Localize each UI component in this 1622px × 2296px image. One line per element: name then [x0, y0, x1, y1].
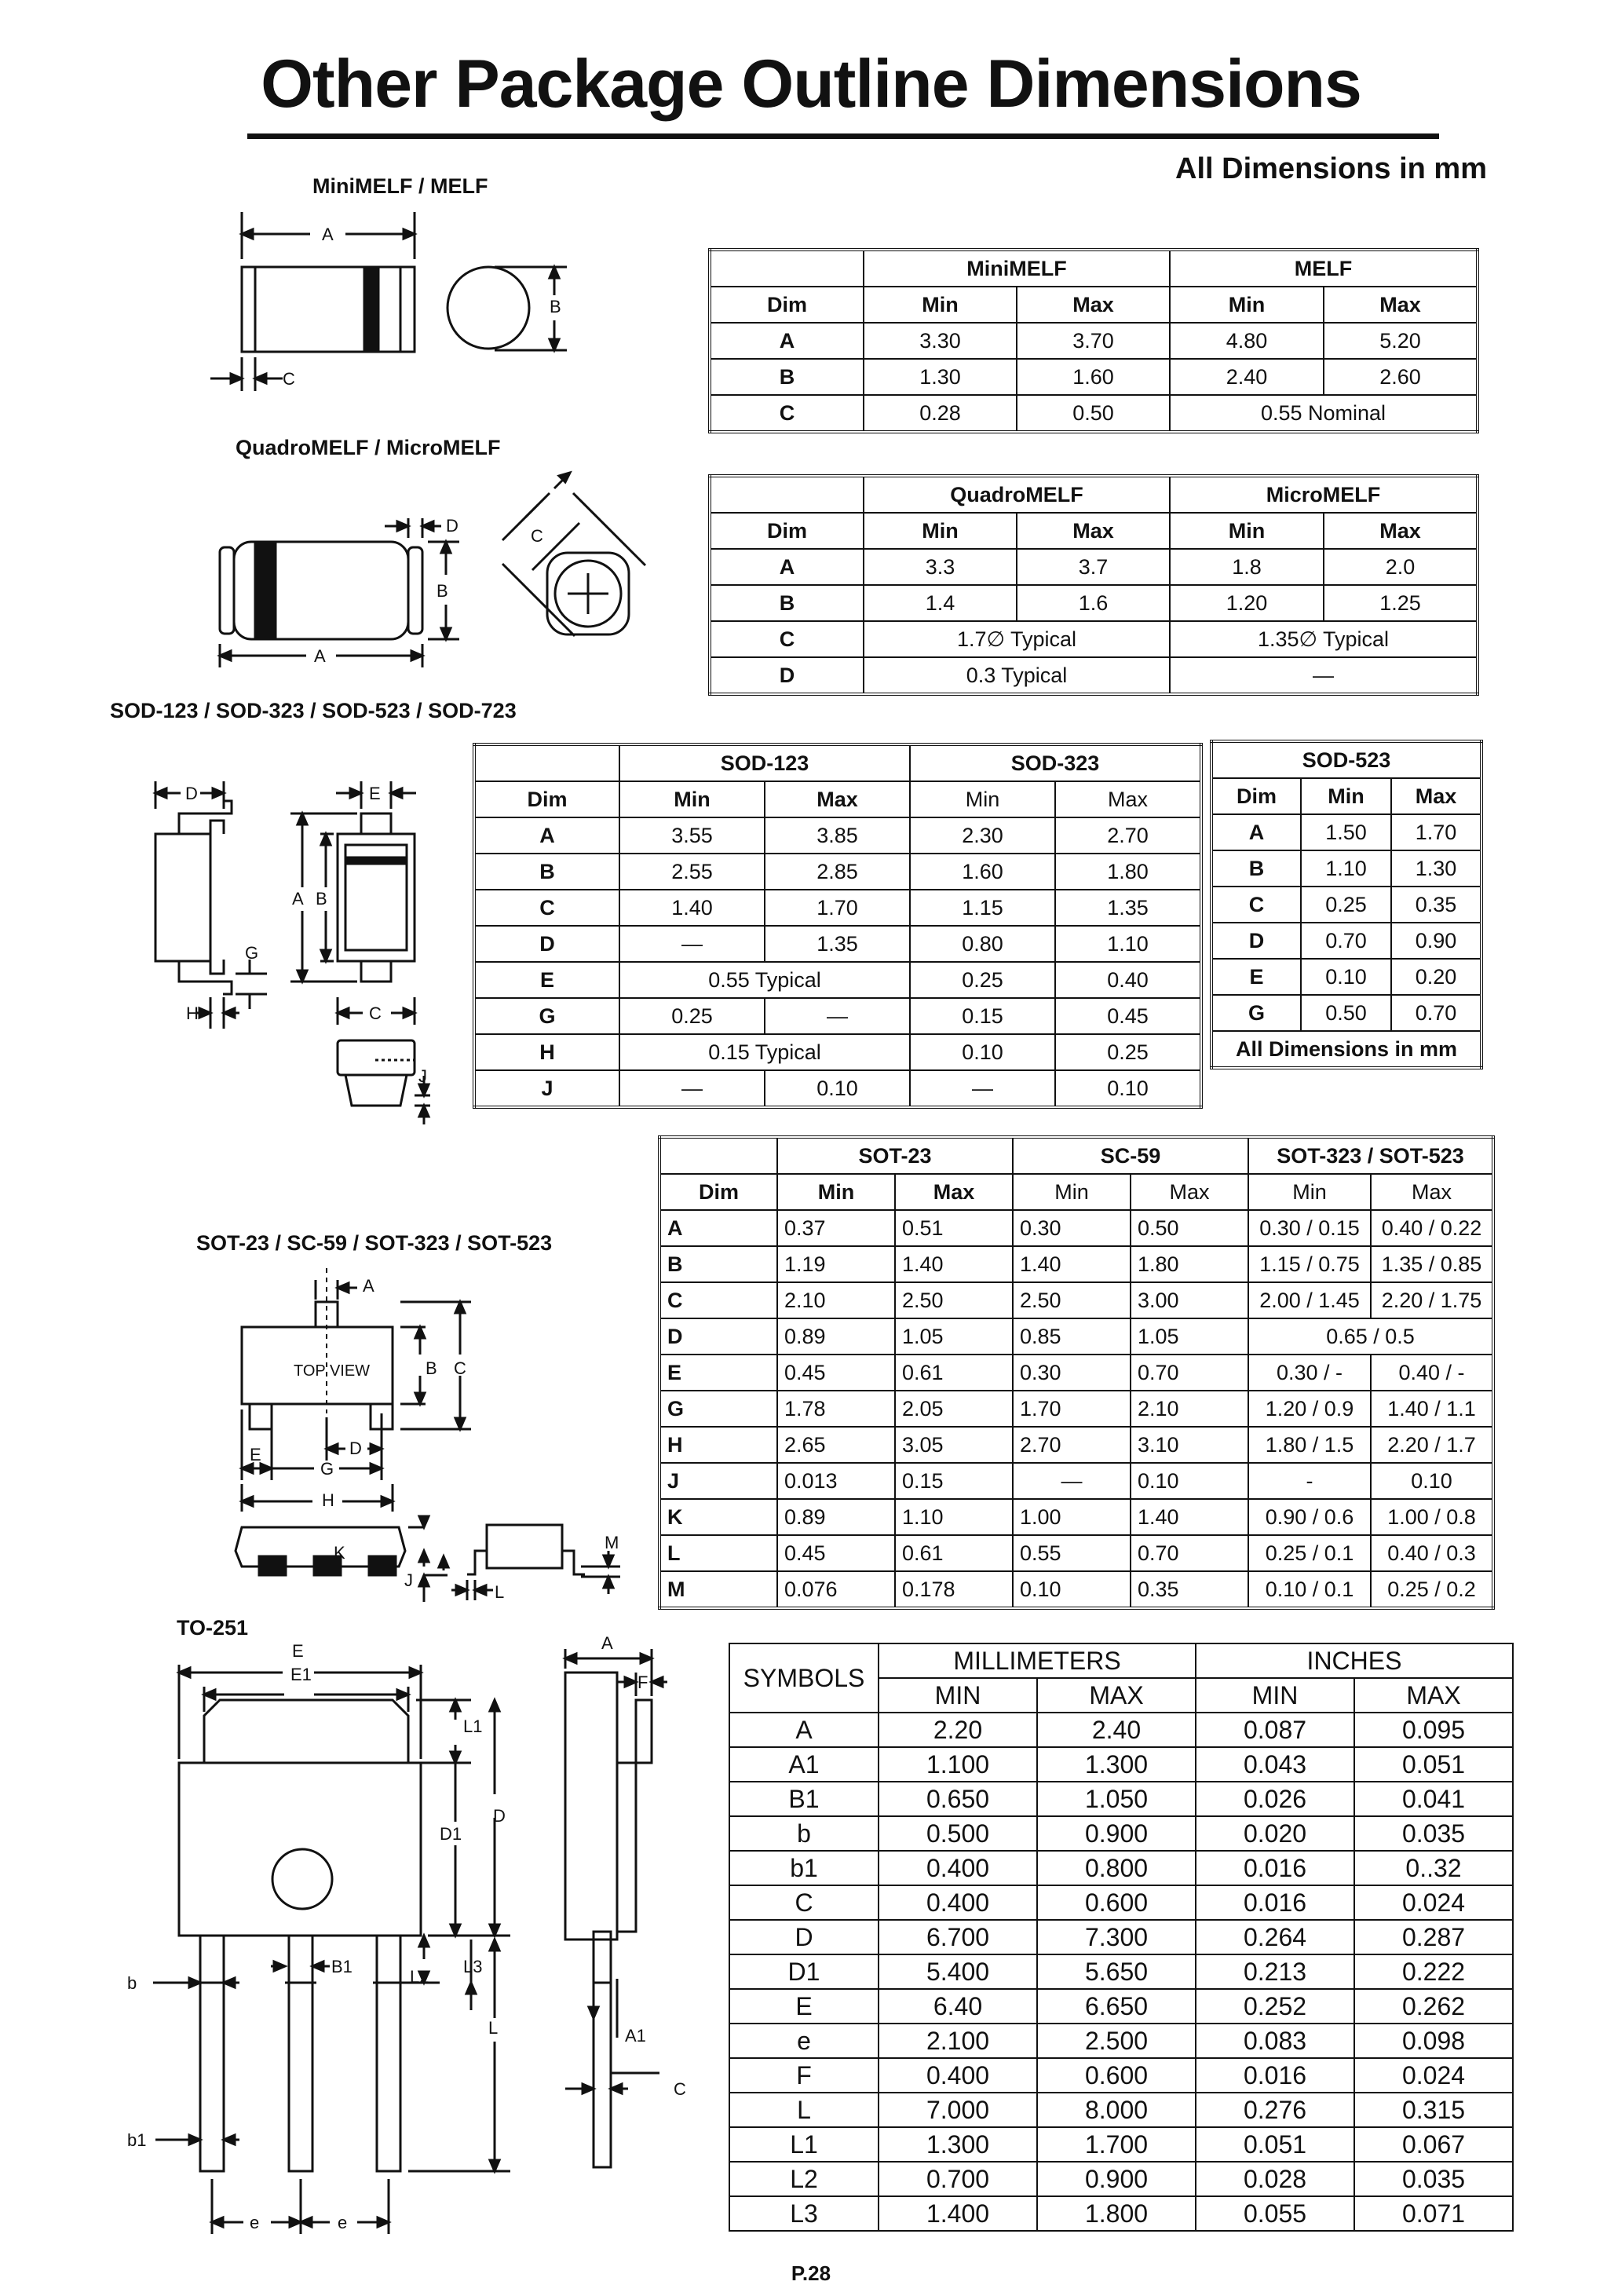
table-row: e 2.100 2.500 0.083 0.098 — [729, 2024, 1513, 2058]
melf-side-drawing — [210, 212, 415, 391]
column-header: MAX — [1354, 1678, 1513, 1713]
quadro-table — [708, 474, 1479, 696]
sod-label-d: D — [185, 784, 198, 803]
sot-label-a: A — [363, 1276, 374, 1296]
to251-label-f: F — [637, 1673, 648, 1692]
table-row: A1 1.100 1.300 0.043 0.051 — [729, 1747, 1513, 1782]
column-header: Dim — [710, 513, 864, 549]
group-header: SOD-123 — [619, 744, 910, 781]
column-header: Max — [895, 1174, 1013, 1210]
melf-label-b: B — [550, 297, 561, 316]
section-label-sod: SOD-123 / SOD-323 / SOD-523 / SOD-723 — [110, 699, 517, 722]
group-header: SOT-23 — [777, 1137, 1013, 1174]
quadro-label-d: D — [446, 516, 458, 536]
table-row: A 0.37 0.51 0.30 0.50 0.30 / 0.15 0.40 / 0.22 — [659, 1210, 1493, 1246]
melf-label-c: C — [283, 369, 295, 389]
table-row: A 3.30 3.70 4.80 5.20 — [710, 323, 1478, 359]
table-row: L2 0.700 0.900 0.028 0.035 — [729, 2162, 1513, 2196]
table-row: C 2.10 2.50 2.50 3.00 2.00 / 1.45 2.20 / 1.75 — [659, 1282, 1493, 1318]
table-row: B 2.55 2.85 1.60 1.80 — [474, 854, 1201, 890]
table-row: C 0.400 0.600 0.016 0.024 — [729, 1885, 1513, 1920]
group-header: MILLIMETERS — [879, 1643, 1196, 1678]
column-header: Min — [864, 513, 1017, 549]
table-row: D 0.89 1.05 0.85 1.05 0.65 / 0.5 — [659, 1318, 1493, 1355]
table-row: G 0.25 — 0.15 0.45 — [474, 998, 1201, 1034]
group-header: SOT-323 / SOT-523 — [1248, 1137, 1493, 1174]
column-header: Min — [1013, 1174, 1131, 1210]
table-row: B 1.10 1.30 — [1211, 850, 1481, 887]
sot-side-drawing — [451, 1525, 620, 1600]
column-header: Min — [1301, 778, 1391, 814]
sot-label-e: E — [250, 1445, 261, 1464]
sod-label-j: J — [418, 1066, 427, 1086]
sot-top-drawing — [242, 1268, 471, 1512]
sot-label-h: H — [322, 1490, 334, 1510]
table-row: K 0.89 1.10 1.00 1.40 0.90 / 0.6 1.00 / 0.8 — [659, 1499, 1493, 1535]
to251-label-e1: E1 — [290, 1665, 312, 1684]
table-row: D 6.700 7.300 0.264 0.287 — [729, 1920, 1513, 1954]
group-header: MELF — [1170, 250, 1478, 287]
table-row: D 0.3 Typical — — [710, 657, 1478, 694]
sot-label-m: M — [605, 1533, 619, 1552]
column-header: Min — [619, 781, 765, 817]
page-number: P.28 — [791, 2261, 831, 2285]
table-row: J — 0.10 — 0.10 — [474, 1070, 1201, 1107]
column-header: Min — [1170, 287, 1324, 323]
table-row: L3 1.400 1.800 0.055 0.071 — [729, 2196, 1513, 2231]
sot-label-b: B — [426, 1358, 437, 1378]
table-row: C 0.28 0.50 0.55 Nominal — [710, 395, 1478, 432]
sod-top-drawing — [290, 781, 416, 1025]
to251-label-e-1: e — [250, 2213, 260, 2232]
table-footer: All Dimensions in mm — [1211, 1031, 1481, 1068]
to251-table — [729, 1643, 1514, 2232]
table-row: L1 1.300 1.700 0.051 0.067 — [729, 2127, 1513, 2162]
to251-label-l1: L1 — [463, 1717, 483, 1736]
group-header: MiniMELF — [864, 250, 1170, 287]
sod-label-e: E — [369, 784, 381, 803]
table-row: E 6.40 6.650 0.252 0.262 — [729, 1989, 1513, 2024]
column-header: Max — [1324, 287, 1478, 323]
column-header: Max — [765, 781, 910, 817]
units-note: All Dimensions in mm — [1175, 152, 1487, 185]
table-row: B 1.30 1.60 2.40 2.60 — [710, 359, 1478, 395]
to251-front-drawing — [153, 1665, 510, 2234]
column-header: Dim — [1211, 778, 1301, 814]
sod-end-drawing — [338, 1040, 430, 1124]
column-header: Min — [1248, 1174, 1371, 1210]
column-header: MAX — [1037, 1678, 1196, 1713]
column-header: Dim — [710, 287, 864, 323]
quadro-side-drawing — [220, 518, 459, 667]
table-row: B1 0.650 1.050 0.026 0.041 — [729, 1782, 1513, 1816]
melf-table — [708, 248, 1479, 433]
table-row: G 1.78 2.05 1.70 2.10 1.20 / 0.9 1.40 / 1.1 — [659, 1391, 1493, 1427]
column-header: Max — [1371, 1174, 1493, 1210]
section-label-quadro: QuadroMELF / MicroMELF — [236, 436, 501, 459]
page-title: Other Package Outline Dimensions — [261, 46, 1361, 122]
column-header: Max — [1324, 513, 1478, 549]
table-row: D — 1.35 0.80 1.10 — [474, 926, 1201, 962]
table-row: b 0.500 0.900 0.020 0.035 — [729, 1816, 1513, 1851]
table-row: C 1.7∅ Typical 1.35∅ Typical — [710, 621, 1478, 657]
to251-side-drawing — [565, 1649, 667, 2167]
table-row: B 1.4 1.6 1.20 1.25 — [710, 585, 1478, 621]
group-header: SC-59 — [1013, 1137, 1248, 1174]
table-row: F 0.400 0.600 0.016 0.024 — [729, 2058, 1513, 2093]
symbols-header: SYMBOLS — [729, 1643, 879, 1713]
group-header: SOD-523 — [1211, 741, 1481, 778]
section-label-to251: TO-251 — [177, 1616, 249, 1640]
to251-label-e: E — [292, 1641, 304, 1661]
to251-label-a: A — [601, 1633, 613, 1653]
to251-label-b1-cap: B1 — [331, 1957, 353, 1976]
table-row: L 0.45 0.61 0.55 0.70 0.25 / 0.1 0.40 / 0.3 — [659, 1535, 1493, 1571]
section-label-sot: SOT-23 / SC-59 / SOT-323 / SOT-523 — [196, 1231, 553, 1255]
sot-label-k: K — [334, 1543, 345, 1563]
column-header: Dim — [659, 1174, 777, 1210]
table-row: D 0.70 0.90 — [1211, 923, 1481, 959]
sot-label-d: D — [349, 1439, 362, 1458]
column-header: Max — [1131, 1174, 1248, 1210]
quadro-label-a: A — [314, 646, 326, 666]
column-header: Max — [1017, 287, 1170, 323]
column-header: Max — [1391, 778, 1481, 814]
column-header: Max — [1055, 781, 1201, 817]
table-row: E 0.10 0.20 — [1211, 959, 1481, 995]
column-header: Min — [777, 1174, 895, 1210]
to251-label-b1: b1 — [127, 2130, 147, 2150]
sod-label-h: H — [186, 1004, 199, 1023]
to251-label-l3: L3 — [463, 1957, 483, 1976]
column-header: Min — [864, 287, 1017, 323]
table-row: A 1.50 1.70 — [1211, 814, 1481, 850]
to251-label-a1: A1 — [625, 2026, 646, 2046]
table-row: E 0.55 Typical 0.25 0.40 — [474, 962, 1201, 998]
to251-label-l: L — [488, 2018, 499, 2038]
group-header: SOD-323 — [910, 744, 1201, 781]
sot-label-c: C — [454, 1358, 466, 1378]
sot-label-l: L — [495, 1582, 505, 1602]
quadro-label-b: B — [437, 581, 448, 601]
table-row: M 0.076 0.178 0.10 0.35 0.10 / 0.1 0.25 / 0.2 — [659, 1571, 1493, 1608]
group-header: INCHES — [1196, 1643, 1513, 1678]
to251-label-c: C — [674, 2079, 686, 2099]
group-header: MicroMELF — [1170, 476, 1478, 513]
sod523-table — [1210, 740, 1483, 1069]
table-row: H 0.15 Typical 0.10 0.25 — [474, 1034, 1201, 1070]
table-row: C 1.40 1.70 1.15 1.35 — [474, 890, 1201, 926]
column-header: MIN — [1196, 1678, 1354, 1713]
quadro-label-c: C — [531, 526, 543, 546]
sot-label-j: J — [404, 1570, 413, 1590]
to251-label-d1: D1 — [440, 1824, 462, 1844]
group-header: QuadroMELF — [864, 476, 1170, 513]
section-label-melf: MiniMELF / MELF — [312, 174, 488, 198]
table-row: A 3.55 3.85 2.30 2.70 — [474, 817, 1201, 854]
sot-label-g: G — [320, 1459, 334, 1479]
table-row: H 2.65 3.05 2.70 3.10 1.80 / 1.5 2.20 / 1.7 — [659, 1427, 1493, 1463]
column-header: Min — [910, 781, 1055, 817]
column-header: Max — [1017, 513, 1170, 549]
sod-side-drawing — [155, 781, 267, 1029]
table-row: A 2.20 2.40 0.087 0.095 — [729, 1713, 1513, 1747]
sod-label-a: A — [292, 889, 304, 909]
to251-label-d: D — [493, 1806, 506, 1826]
table-row: C 0.25 0.35 — [1211, 887, 1481, 923]
table-row: G 0.50 0.70 — [1211, 995, 1481, 1031]
melf-label-a: A — [322, 225, 334, 244]
sod-table — [473, 743, 1203, 1109]
table-row: J 0.013 0.15 — 0.10 - 0.10 — [659, 1463, 1493, 1499]
sod-label-c: C — [369, 1004, 382, 1023]
column-header: Min — [1170, 513, 1324, 549]
sot-table — [658, 1135, 1495, 1610]
to251-label-l2: L2 — [410, 1967, 429, 1987]
quadro-end-drawing — [502, 473, 645, 636]
table-row: B 1.19 1.40 1.40 1.80 1.15 / 0.75 1.35 / 0.85 — [659, 1246, 1493, 1282]
table-row: E 0.45 0.61 0.30 0.70 0.30 / - 0.40 / - — [659, 1355, 1493, 1391]
table-row: b1 0.400 0.800 0.016 0..32 — [729, 1851, 1513, 1885]
sot-label-top-view: TOP VIEW — [294, 1362, 371, 1380]
to251-label-b: b — [127, 1973, 137, 1993]
table-row: A 3.3 3.7 1.8 2.0 — [710, 549, 1478, 585]
table-row: L 7.000 8.000 0.276 0.315 — [729, 2093, 1513, 2127]
column-header: Dim — [474, 781, 619, 817]
table-row: D1 5.400 5.650 0.213 0.222 — [729, 1954, 1513, 1989]
column-header: MIN — [879, 1678, 1037, 1713]
sod-label-g: G — [245, 943, 259, 963]
to251-label-e-2: e — [338, 2213, 348, 2232]
sod-label-b: B — [316, 889, 327, 909]
